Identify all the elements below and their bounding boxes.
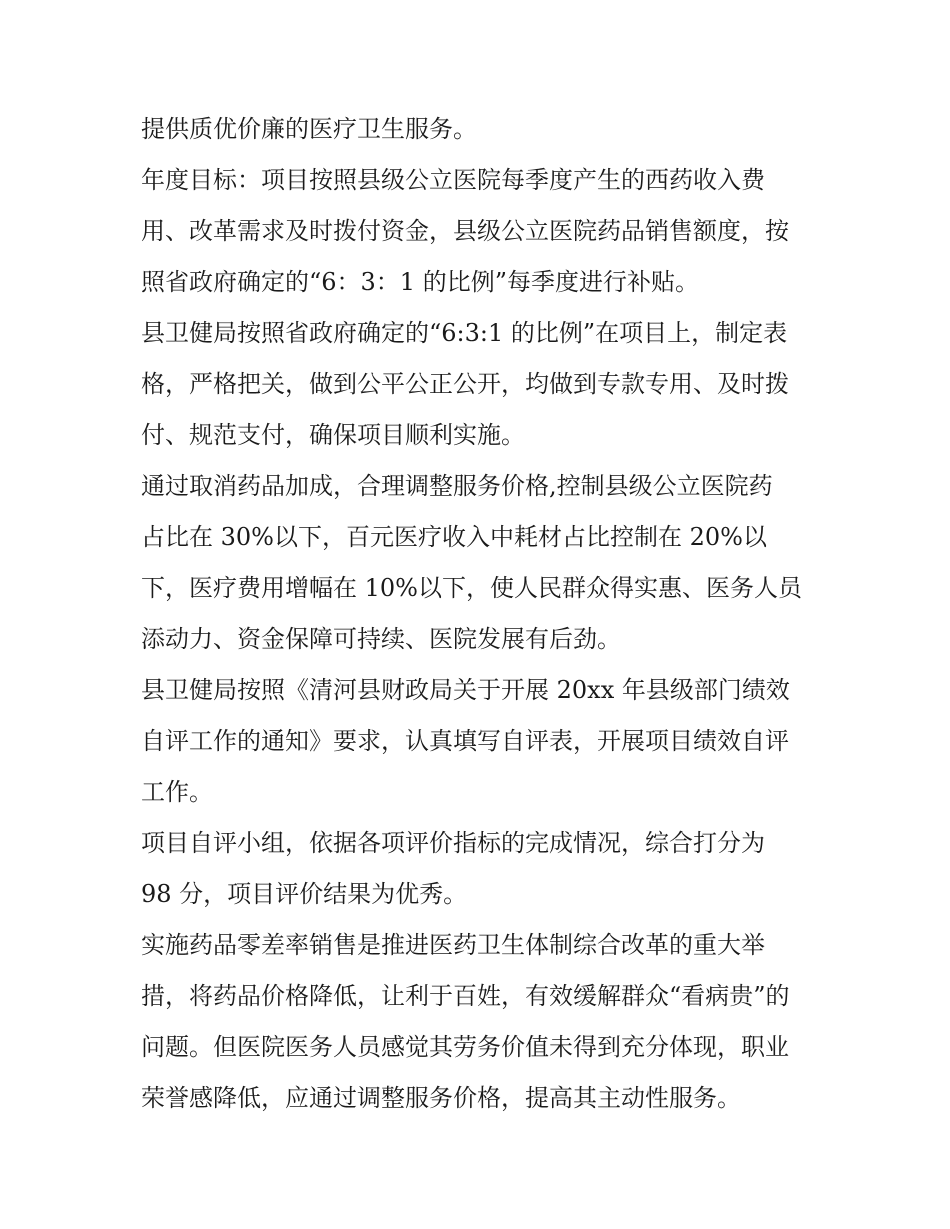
text-line: 工作。 xyxy=(141,778,213,806)
text-line: 添动力、资金保障可持续、医院发展有后劲。 xyxy=(141,625,621,653)
text-line: 98 分，项目评价结果为优秀。 xyxy=(141,880,468,908)
text-line: 荣誉感降低，应通过调整服务价格，提高其主动性服务。 xyxy=(141,1084,741,1112)
text-line: 照省政府确定的“6：3：1 的比例”每季度进行补贴。 xyxy=(141,268,699,296)
text-line: 提供质优价廉的医疗卫生服务。 xyxy=(141,115,477,143)
text-line: 项目自评小组，依据各项评价指标的完成情况，综合打分为 xyxy=(141,829,765,857)
text-line: 措，将药品价格降低，让利于百姓，有效缓解群众“看病贵”的 xyxy=(141,982,790,1010)
document-body xyxy=(141,104,821,1124)
text-line: 占比在 30%以下，百元医疗收入中耗材占比控制在 20%以 xyxy=(141,523,767,551)
text-line: 实施药品零差率销售是推进医药卫生体制综合改革的重大举 xyxy=(141,931,765,959)
text-line: 用、改革需求及时拨付资金，县级公立医院药品销售额度，按 xyxy=(141,217,789,245)
text-line: 下，医疗费用增幅在 10%以下，使人民群众得实惠、医务人员 xyxy=(141,574,802,602)
text-line: 格，严格把关，做到公平公正公开，均做到专款专用、及时拨 xyxy=(141,370,789,398)
text-line: 年度目标：项目按照县级公立医院每季度产生的西药收入费 xyxy=(141,166,765,194)
text-line: 县卫健局按照省政府确定的“6:3:1 的比例”在项目上，制定表 xyxy=(141,319,788,347)
text-line: 通过取消药品加成，合理调整服务价格,控制县级公立医院药 xyxy=(141,472,773,500)
text-line: 付、规范支付，确保项目顺利实施。 xyxy=(141,421,525,449)
text-line: 问题。但医院医务人员感觉其劳务价值未得到充分体现，职业 xyxy=(141,1033,789,1061)
text-line: 县卫健局按照《清河县财政局关于开展 20xx 年县级部门绩效 xyxy=(141,676,790,704)
text-line: 自评工作的通知》要求，认真填写自评表，开展项目绩效自评 xyxy=(141,727,789,755)
